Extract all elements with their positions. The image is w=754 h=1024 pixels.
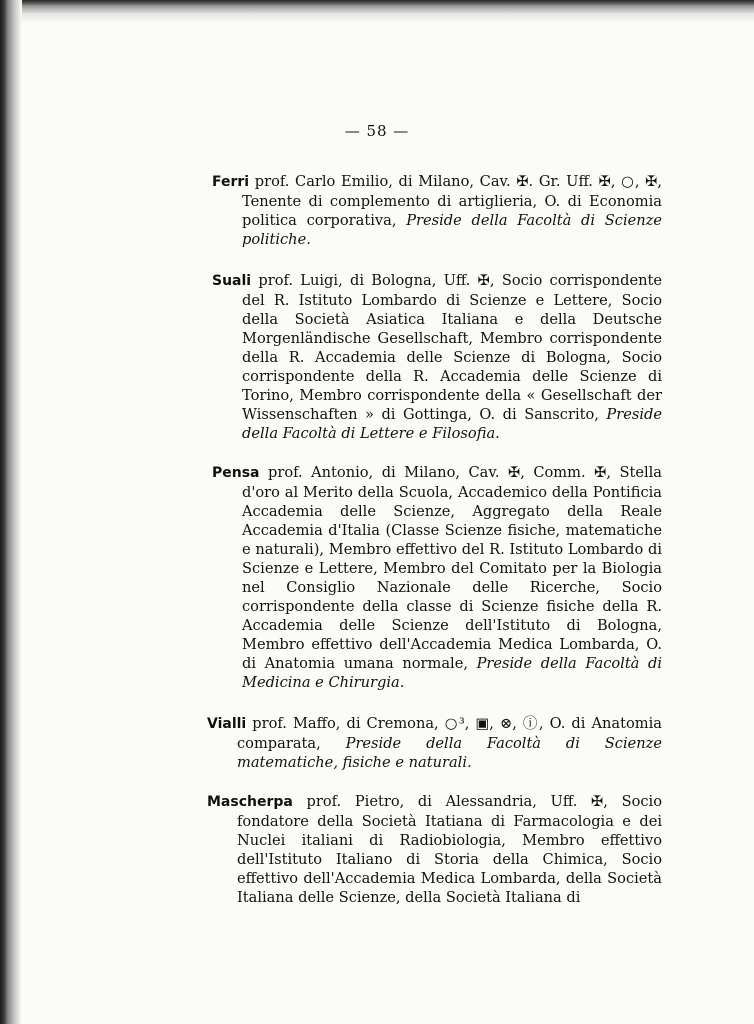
entry-role: Preside della Facoltà di Lettere e Filosofia. bbox=[242, 405, 662, 442]
entry-role: Preside della Facoltà di Scienze matematiche, fisiche e naturali. bbox=[237, 734, 662, 771]
page-number: — 58 — bbox=[344, 122, 410, 140]
entry-text: prof. Carlo Emilio, di Milano, Cav. ✠. Gr. Uff. ✠, ○, ✠, Tenente di complemento di artiglieria, O. di Economia politica corporativa, bbox=[242, 172, 663, 229]
entry-name: Vialli bbox=[207, 715, 247, 732]
entry-name: Ferri bbox=[212, 173, 250, 190]
entry-name: Suali bbox=[212, 272, 252, 289]
entry-mascherpa bbox=[207, 792, 662, 907]
entry-role: Preside della Facoltà di Medicina e Chirurgia. bbox=[242, 654, 662, 691]
scan-top-edge bbox=[0, 0, 754, 24]
entry-suali bbox=[212, 271, 662, 443]
entry-vialli bbox=[207, 714, 662, 772]
entry-text: prof. Luigi, di Bologna, Uff. ✠, Socio corrispondente del R. Istituto Lombardo di Scienze e Lettere, Socio della Società Asiatica Italiana e della Deutsche Morgenländische Gesellschaft, Membro corrispondente della R. Accademia delle Scienze di Bologna, Socio corrispondente della R. Accademia delle Scienze di Torino, Membro corrispondente della « Gesellschaft der Wissenschaften » di Gottinga, O. di Sanscrito, bbox=[242, 271, 662, 423]
entry-text: prof. Pietro, di Alessandria, Uff. ✠, Socio fondatore della Società Itatiana di Farmacologia e dei Nuclei italiani di Radiobiologia, Membro effettivo dell'Istituto Italiano di Storia della Chimica, Socio effettivo dell'Accademia Medica Lombarda, della Società Italiana delle Scienze, della Società Italiana di bbox=[237, 792, 662, 906]
entry-role: Preside della Facoltà di Scienze politiche. bbox=[242, 211, 662, 248]
entry-text: prof. Antonio, di Milano, Cav. ✠, Comm. ✠, Stella d'oro al Merito della Scuola, Accademico della Pontificia Accademia delle Scienze, Aggregato della Reale Accademia d'Italia (Classe Scienze fisiche, matematiche e naturali), Membro effettivo del R. Istituto Lombardo di Scienze e Lettere, Membro del Comitato per la Biologia nel Consiglio Nazionale delle Ricerche, Socio corrispondente della classe di Scienze fisiche della R. Accademia delle Scienze dell'Istituto di Bologna, Membro effettivo dell'Accademia Medica Lombarda, O. di Anatomia umana normale, bbox=[242, 463, 662, 672]
entry-text: prof. Maffo, di Cremona, ○³, ▣, ⊗, ⓘ, O. di Anatomia comparata, bbox=[237, 714, 662, 752]
entry-name: Mascherpa bbox=[207, 793, 293, 810]
entry-pensa bbox=[212, 463, 662, 692]
entry-ferri bbox=[212, 172, 662, 249]
scan-left-edge bbox=[0, 0, 22, 1024]
entry-name: Pensa bbox=[212, 464, 260, 481]
